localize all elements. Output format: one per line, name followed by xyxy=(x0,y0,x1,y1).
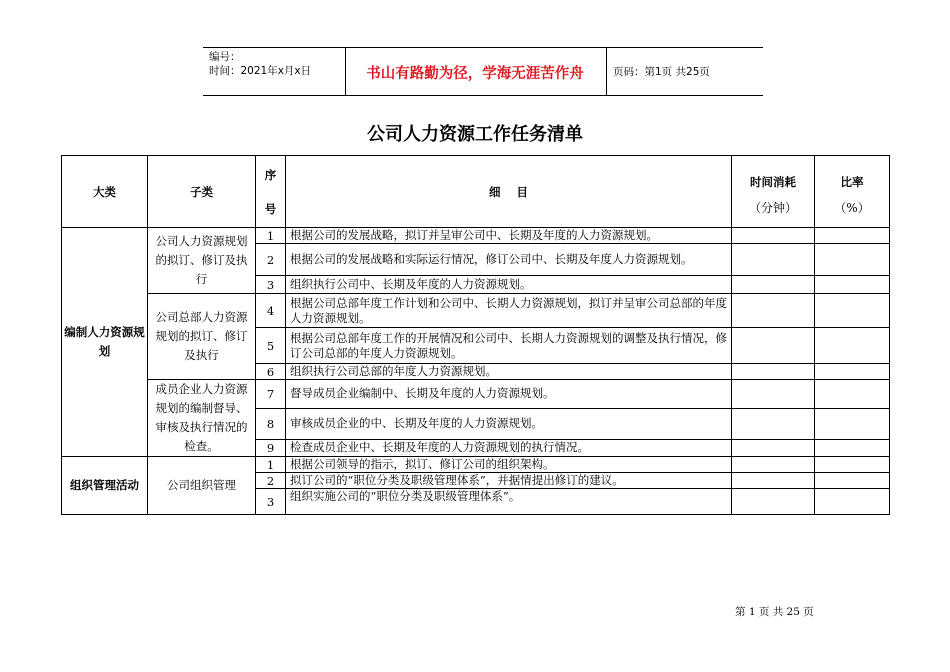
time-cell xyxy=(732,473,815,489)
subcategory-cell: 成员企业人力资源规划的编制督导、审核及执行情况的检查。 xyxy=(148,380,256,457)
header-divider xyxy=(606,47,607,96)
header-category: 大类 xyxy=(62,156,148,228)
ratio-cell xyxy=(815,439,890,456)
seq-cell: 1 xyxy=(256,228,286,244)
header-bottom-rule xyxy=(203,95,763,96)
detail-cell: 根据公司总部年度工作的开展情况和公司中、长期人力资源规划的调整及执行情况，修订公司总部的年度人力资源规划。 xyxy=(286,328,732,364)
code-label: 编号： xyxy=(209,51,241,63)
subcategory-cell: 公司人力资源规划的拟订、修订及执行 xyxy=(148,228,256,294)
header-time-bottom: （分钟） xyxy=(748,201,797,215)
detail-cell: 组织实施公司的“职位分类及职级管理体系”。 xyxy=(286,489,732,515)
page-title: 公司人力资源工作任务清单 xyxy=(367,124,583,145)
detail-cell: 审核成员企业的中、长期及年度的人力资源规划。 xyxy=(286,408,732,439)
time-cell xyxy=(732,244,815,276)
header-ratio-bottom: （%） xyxy=(834,201,870,215)
ratio-cell xyxy=(815,408,890,439)
ratio-cell xyxy=(815,364,890,380)
header-seq xyxy=(256,156,286,228)
detail-cell: 检查成员企业中、长期及年度的人力资源规划的执行情况。 xyxy=(286,439,732,456)
time-cell xyxy=(732,228,815,244)
seq-cell: 1 xyxy=(256,457,286,473)
ratio-cell xyxy=(815,244,890,276)
seq-cell: 7 xyxy=(256,380,286,409)
seq-cell: 5 xyxy=(256,328,286,364)
time-cell xyxy=(732,276,815,294)
detail-cell: 根据公司的发展战略和实际运行情况，修订公司中、长期及年度人力资源规划。 xyxy=(286,244,732,276)
seq-cell: 9 xyxy=(256,439,286,456)
time-cell xyxy=(732,364,815,380)
ratio-cell xyxy=(815,276,890,294)
header-time-top: 时间消耗 xyxy=(750,175,796,189)
table-row xyxy=(62,228,890,244)
seq-cell: 2 xyxy=(256,473,286,489)
detail-cell: 督导成员企业编制中、长期及年度的人力资源规划。 xyxy=(286,380,732,409)
header-ratio xyxy=(815,156,890,228)
time-cell xyxy=(732,328,815,364)
table-row xyxy=(62,294,890,328)
header-top-rule xyxy=(203,47,763,48)
ratio-cell xyxy=(815,328,890,364)
header-meta xyxy=(209,50,311,78)
detail-cell: 组织执行公司总部的年度人力资源规划。 xyxy=(286,364,732,380)
header-seq-bottom: 号 xyxy=(264,201,277,216)
detail-cell: 根据公司的发展战略，拟订并呈审公司中、长期及年度的人力资源规划。 xyxy=(286,228,732,244)
detail-cell: 根据公司领导的指示，拟订、修订公司的组织架构。 xyxy=(286,457,732,473)
header-seq-top: 序 xyxy=(264,167,277,182)
header-divider xyxy=(345,47,346,96)
ratio-cell xyxy=(815,489,890,515)
time-cell xyxy=(732,380,815,409)
time-cell xyxy=(732,408,815,439)
time-cell xyxy=(732,489,815,515)
page-footer: 第 1 页 共 25 页 xyxy=(735,606,814,618)
seq-cell: 4 xyxy=(256,294,286,328)
table-row xyxy=(62,457,890,473)
subcategory-cell: 公司总部人力资源规划的拟订、修订及执行 xyxy=(148,294,256,380)
time-cell xyxy=(732,294,815,328)
time-cell xyxy=(732,457,815,473)
header-detail: 细 目 xyxy=(286,156,732,228)
time-label: 时间：2021年x月x日 xyxy=(209,65,312,77)
page-info: 页码：第1页 共25页 xyxy=(613,66,710,78)
header-ratio-top: 比率 xyxy=(840,175,864,189)
detail-cell: 组织执行公司中、长期及年度的人力资源规划。 xyxy=(286,276,732,294)
detail-cell: 拟订公司的“职位分类及职级管理体系”，并据情提出修订的建议。 xyxy=(286,473,732,489)
seq-cell: 3 xyxy=(256,489,286,515)
seq-cell: 6 xyxy=(256,364,286,380)
ratio-cell xyxy=(815,228,890,244)
category-cell: 组织管理活动 xyxy=(62,457,148,515)
header-time xyxy=(732,156,815,228)
table-header-row xyxy=(62,156,890,228)
seq-cell: 2 xyxy=(256,244,286,276)
document-header xyxy=(203,47,763,97)
category-cell: 编制人力资源规划 xyxy=(62,228,148,457)
ratio-cell xyxy=(815,457,890,473)
seq-cell: 3 xyxy=(256,276,286,294)
ratio-cell xyxy=(815,473,890,489)
motto-text: 书山有路勤为径，学海无涯苦作舟 xyxy=(366,65,584,82)
ratio-cell xyxy=(815,294,890,328)
task-table xyxy=(61,155,890,515)
subcategory-cell: 公司组织管理 xyxy=(148,457,256,515)
ratio-cell xyxy=(815,380,890,409)
detail-cell: 根据公司总部年度工作计划和公司中、长期人力资源规划，拟订并呈审公司总部的年度人力资源规划。 xyxy=(286,294,732,328)
header-subcategory: 子类 xyxy=(148,156,256,228)
table-row xyxy=(62,380,890,409)
seq-cell: 8 xyxy=(256,408,286,439)
time-cell xyxy=(732,439,815,456)
